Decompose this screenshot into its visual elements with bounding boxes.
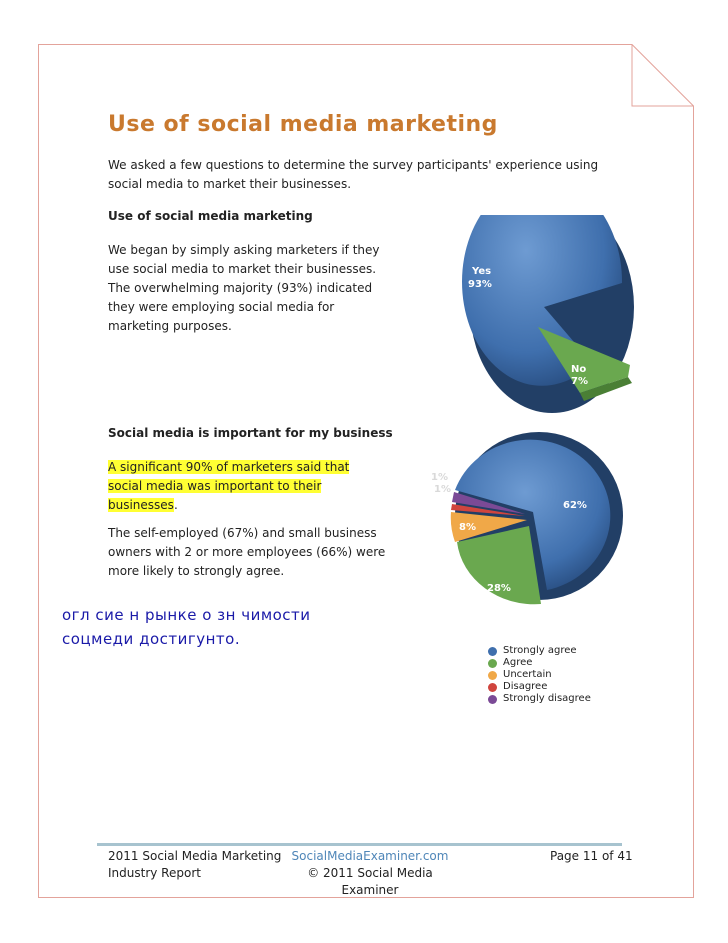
footer-site-link[interactable]: SocialMediaExaminer.com (291, 849, 449, 863)
section2-heading: Social media is important for my business (108, 426, 393, 440)
legend-swatch (488, 647, 497, 656)
text-line: The self-employed (67%) and small business (108, 526, 377, 540)
pie-label-28: 28% (487, 583, 511, 594)
pie-label-yes-pct: 93% (468, 279, 492, 290)
pie-legend (488, 645, 591, 705)
legend-item (488, 681, 591, 693)
legend-label: Uncertain (503, 669, 552, 680)
legend-swatch (488, 671, 497, 680)
highlighted-text: A significant 90% of marketers said that (108, 460, 350, 474)
legend-swatch (488, 659, 497, 668)
pie-label-no: No (571, 364, 587, 375)
legend-item (488, 669, 591, 681)
pie-label-no-pct: 7% (571, 376, 588, 387)
legend-label: Strongly agree (503, 645, 577, 656)
section1-heading: Use of social media marketing (108, 209, 313, 223)
text-line: We began by simply asking marketers if they (108, 243, 380, 257)
page-title: Use of social media marketing (108, 112, 498, 137)
text-line: The overwhelming majority (93%) indicated (108, 281, 373, 295)
pie-label-8: 8% (459, 522, 476, 533)
overlay-line: огл сие н рынке о зн чимости (62, 606, 311, 624)
pie-label-62: 62% (563, 500, 587, 511)
pie-label-1-strongly-disagree: 1% (434, 484, 451, 495)
highlighted-text: social media was important to their (108, 479, 322, 493)
pie-label-yes: Yes (472, 266, 492, 277)
legend-item (488, 693, 591, 705)
text-line: owners with 2 or more employees (66%) were (108, 545, 386, 559)
pie-chart-importance (425, 430, 635, 620)
footer-report-line2: Industry Report (108, 866, 201, 880)
section1-paragraph (108, 241, 380, 336)
intro-paragraph: We asked a few questions to determine the survey participants' experience using social media to market their businesses. (108, 158, 599, 191)
pie-chart-usage (440, 215, 650, 425)
legend-label: Strongly disagree (503, 693, 591, 704)
footer-center (284, 848, 456, 899)
legend-swatch (488, 695, 497, 704)
pie-label-1-disagree: 1% (431, 472, 448, 483)
legend-label: Disagree (503, 681, 548, 692)
overlay-line: соцмеди достигунто. (62, 630, 241, 648)
legend-label: Agree (503, 657, 533, 668)
text-period: . (173, 498, 178, 512)
overlay-text (62, 603, 362, 651)
text-line: use social media to market their businesses. (108, 262, 377, 276)
text-line: more likely to strongly agree. (108, 564, 285, 578)
section2-paragraph (108, 524, 385, 581)
legend-item (488, 657, 591, 669)
section2-highlight-paragraph (108, 458, 349, 515)
footer-divider (97, 843, 622, 846)
highlighted-text: businesses (108, 498, 174, 512)
footer-page-number: Page 11 of 41 (550, 849, 633, 863)
footer-report-title (108, 848, 281, 882)
footer-copyright: © 2011 Social Media Examiner (307, 866, 433, 897)
footer-report-line1: 2011 Social Media Marketing (108, 849, 282, 863)
text-line: they were employing social media for (108, 300, 335, 314)
text-line: marketing purposes. (108, 319, 232, 333)
legend-swatch (488, 683, 497, 692)
legend-item (488, 645, 591, 657)
